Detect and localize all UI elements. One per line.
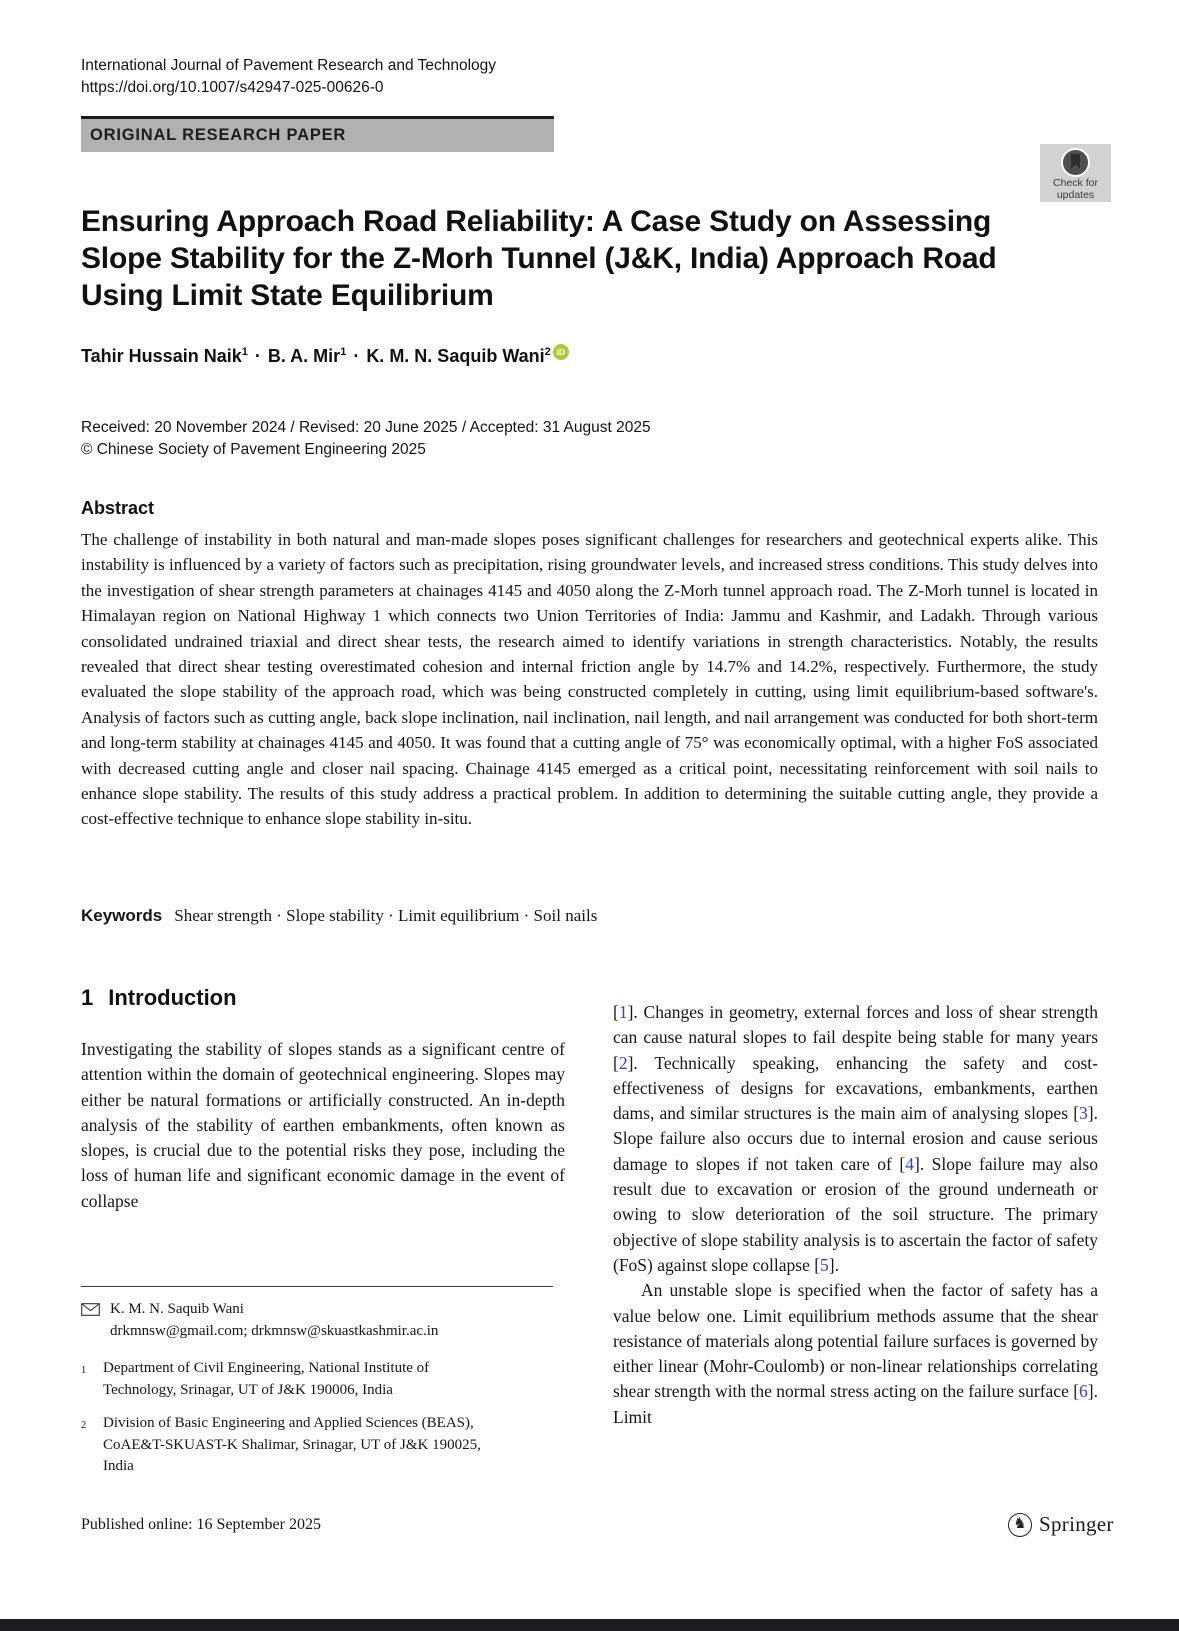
- left-column: [81, 985, 565, 1214]
- abstract-text: The challenge of instability in both natural and man-made slopes poses significant challenges for researchers and geotechnical experts alike. This instability is influenced by a variety of factors such as precipitation, rising groundwater levels, and increased stress conditions. This study delves into the investigation of shear strength parameters at chainages 4145 and 4050 along the Z-Morh tunnel approach road. The Z-Morh tunnel is located in Himalayan region on National Highway 1 which connects two Union Territories of India: Jammu and Kashmir, and Ladakh. Through various consolidated undrained triaxial and direct shear tests, the research aimed to identify variations in strength characteristics. Notably, the results revealed that direct shear testing overestimated cohesion and internal friction angle by 14.7% and 14.2%, respectively. Furthermore, the study evaluated the slope stability of the approach road, which was being constructed completely in cutting, using limit equilibrium-based software's. Analysis of factors such as cutting angle, back slope inclination, nail inclination, nail length, and nail arrangement was conducted for both short-term and long-term stability at chainages 4145 and 4050. It was found that a cutting angle of 75° was economically optimal, with a higher FoS associated with decreased cutting angle and closer nail spacing. Chainage 4145 emerged as a critical point, necessitating reinforcement with soil nails to enhance slope stability. The results of this study address a practical problem. In addition to determining the suitable cutting angle, they provide a cost-effective technique to enhance slope stability in-situ.: [81, 530, 1098, 829]
- affiliation-number: 2: [81, 1420, 87, 1431]
- intro-paragraph-2: [613, 1278, 1098, 1430]
- journal-name: International Journal of Pavement Research and Technology: [81, 57, 497, 74]
- affiliation-number: 1: [81, 1365, 87, 1376]
- right-column: [613, 1000, 1098, 1430]
- published-online: Published online: 16 September 2025: [81, 1516, 321, 1533]
- citation-ref[interactable]: 2: [618, 1052, 628, 1073]
- keywords-row: [81, 906, 1098, 926]
- abstract-heading: Abstract: [81, 498, 155, 518]
- copyright-line: © Chinese Society of Pavement Engineering 2025: [81, 441, 426, 458]
- bookmark-ribbon-icon: [1071, 154, 1080, 169]
- check-for-updates-badge[interactable]: [1040, 144, 1111, 202]
- correspondence: [81, 1299, 553, 1342]
- page-bottom-bar: [0, 1619, 1179, 1631]
- text-segment: ]. Slope failure may also result due to excavation or erosion of the ground underneath or owing to slow deterioration of the soil structure. The primary objective of slope stability analysis is to ascertain the factor of safety (FoS) against slope collapse [: [613, 1153, 1098, 1275]
- footnote-divider: [81, 1286, 553, 1287]
- section-heading: [81, 985, 565, 1011]
- intro-paragraph: Investigating the stability of slopes stands as a significant centre of attention within the domain of geotechnical engineering. Slopes may either be natural formations or artificially constructed. An in-depth analysis of the stability of earthen embankments, often known as slopes, is crucial due to the potential risks they pose, including the loss of human life and significant economic damage in the event of collapse: [81, 1039, 565, 1211]
- citation-ref[interactable]: 3: [1079, 1103, 1088, 1124]
- author-list: [81, 344, 569, 367]
- author-separator: ·: [353, 346, 360, 366]
- author-separator: ·: [254, 346, 261, 366]
- citation-ref[interactable]: 4: [905, 1153, 914, 1174]
- affiliation-sup: 2: [544, 346, 551, 358]
- text-segment: ]. Technically speaking, enhancing the safety and cost-effectiveness of designs for excavations, embankments, earthen dams, and similar structures is the main aim of analysing slopes [: [613, 1052, 1098, 1124]
- envelope-icon: [81, 1299, 100, 1342]
- affiliation-text: Division of Basic Engineering and Applied Sciences (BEAS), CoAE&T-SKUAST-K Shalimar, Srinagar, UT of J&K 190025, India: [103, 1415, 481, 1474]
- badge-label: Check for: [1053, 177, 1098, 189]
- intro-paragraph-continued: [613, 1000, 1098, 1278]
- text-segment: [: [613, 1002, 619, 1022]
- text-segment: ]. Limit: [613, 1381, 1098, 1427]
- author: B. A. Mir$^1$: [267, 346, 347, 366]
- keywords-label: Keywords: [81, 906, 163, 925]
- text-segment: ].: [828, 1254, 839, 1275]
- author: Tahir Hussain Naik$^1$: [81, 346, 248, 366]
- affiliation-1: [81, 1358, 553, 1401]
- text-segment: An unstable slope is specified when the factor of safety has a value below one. Limit equilibrium methods assume that the shear resistance of materials along potential failure surfaces is governed by either linear (Mohr-Coulomb) or non-linear relationships correlating shear strength with the normal stress acting on the failure surface [: [613, 1280, 1098, 1402]
- footnote-block: [81, 1286, 553, 1490]
- badge-label: updates: [1056, 189, 1095, 201]
- article-type-banner: ORIGINAL RESEARCH PAPER: [81, 116, 554, 152]
- orcid-icon[interactable]: iD: [553, 344, 569, 360]
- springer-knight-icon: ♞: [1008, 1513, 1032, 1537]
- correspondence-email[interactable]: drkmnsw@gmail.com; drkmnsw@skuastkashmir.ac.in: [110, 1322, 439, 1339]
- affiliation-text: Department of Civil Engineering, National Institute of Technology, Srinagar, UT of J&K 190006, India: [103, 1360, 430, 1398]
- citation-ref[interactable]: 5: [820, 1254, 829, 1275]
- affiliation-2: [81, 1413, 553, 1478]
- text-segment: ]. Changes in geometry, external forces and loss of shear strength can cause natural slopes to fail despite being stable for many years [: [613, 1002, 1098, 1073]
- section-title: Introduction: [108, 985, 237, 1010]
- citation-ref[interactable]: 1: [618, 1002, 628, 1022]
- article-history: Received: 20 November 2024 / Revised: 20 June 2025 / Accepted: 31 August 2025: [81, 419, 651, 436]
- keywords-list: Shear strength · Slope stability · Limit equilibrium · Soil nails: [174, 906, 598, 925]
- affiliation-sup: 1: [241, 346, 248, 358]
- publisher-logo: [1008, 1512, 1114, 1537]
- section-number: 1: [81, 985, 94, 1010]
- check-updates-icon: [1061, 148, 1090, 177]
- publisher-name: Springer: [1039, 1512, 1114, 1536]
- correspondence-name: K. M. N. Saquib Wani: [110, 1301, 244, 1317]
- affiliation-sup: 1: [340, 346, 347, 358]
- doi-link[interactable]: https://doi.org/10.1007/s42947-025-00626-0: [81, 79, 384, 96]
- author: K. M. N. Saquib Wani$^2$: [366, 346, 551, 366]
- citation-ref[interactable]: 6: [1079, 1381, 1088, 1402]
- article-title: Ensuring Approach Road Reliability: A Case Study on Assessing Slope Stability for the Z-Morh Tunnel (J&K, India) Approach Road Using Limit State Equilibrium: [81, 205, 997, 312]
- text-segment: ]. Slope failure also occurs due to internal erosion and cause serious damage to slopes if not taken care of [: [613, 1103, 1098, 1174]
